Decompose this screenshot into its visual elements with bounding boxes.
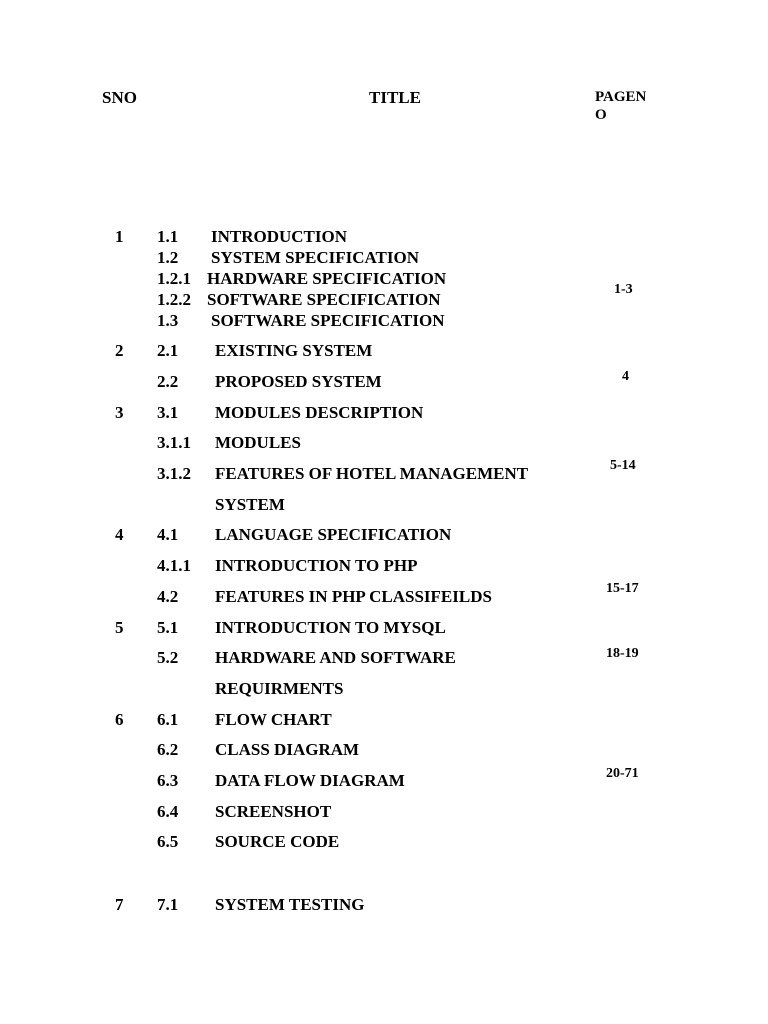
row-number: 6.2 — [157, 740, 179, 759]
row-title: FEATURES OF HOTEL MANAGEMENT — [215, 464, 529, 483]
row-title: FLOW CHART — [215, 710, 332, 729]
page-range: 4 — [622, 369, 629, 384]
row-sno: 5 — [115, 618, 124, 637]
row-title: SOFTWARE SPECIFICATION — [211, 311, 445, 330]
row-title-continued: REQUIRMENTS — [215, 679, 344, 698]
row-title: HARDWARE SPECIFICATION — [207, 269, 447, 288]
row-number: 1.3 — [157, 311, 179, 330]
row-number: 6.1 — [157, 710, 179, 729]
row-title: DATA FLOW DIAGRAM — [215, 771, 405, 790]
header-sno: SNO — [102, 88, 137, 107]
row-sno: 1 — [115, 227, 124, 246]
row-sno: 6 — [115, 710, 124, 729]
row-number: 1.2 — [157, 248, 179, 267]
row-title: EXISTING SYSTEM — [215, 341, 373, 360]
row-sno: 3 — [115, 403, 124, 422]
row-number: 1.1 — [157, 227, 179, 246]
row-title: SYSTEM TESTING — [215, 895, 365, 914]
row-title: INTRODUCTION TO PHP — [215, 556, 418, 575]
row-number: 2.1 — [157, 341, 179, 360]
row-title: LANGUAGE SPECIFICATION — [215, 525, 452, 544]
row-title: HARDWARE AND SOFTWARE — [215, 648, 456, 667]
row-title: CLASS DIAGRAM — [215, 740, 360, 759]
page-range: 15-17 — [606, 581, 639, 596]
row-title: INTRODUCTION TO MYSQL — [215, 618, 446, 637]
row-title: INTRODUCTION — [211, 227, 348, 246]
row-number: 1.2.2 — [157, 290, 191, 309]
page-range: 5-14 — [610, 458, 636, 473]
page-range: 20-71 — [606, 766, 639, 781]
row-number: 5.2 — [157, 648, 179, 667]
header-page-no: PAGENO — [595, 89, 647, 123]
row-title: PROPOSED SYSTEM — [215, 372, 382, 391]
row-number: 6.4 — [157, 802, 179, 821]
row-number: 1.2.1 — [157, 269, 191, 288]
page-range: 18-19 — [606, 646, 639, 661]
row-sno: 4 — [115, 525, 124, 544]
row-title: SYSTEM SPECIFICATION — [211, 248, 419, 267]
row-title: MODULES — [215, 433, 301, 452]
header-title: TITLE — [369, 88, 421, 107]
row-sno: 7 — [115, 895, 124, 914]
row-number: 6.3 — [157, 771, 179, 790]
row-number: 3.1.2 — [157, 464, 191, 483]
row-number: 4.2 — [157, 587, 179, 606]
row-title-continued: SYSTEM — [215, 495, 285, 514]
row-number: 4.1 — [157, 525, 179, 544]
row-title: MODULES DESCRIPTION — [215, 403, 424, 422]
row-title: FEATURES IN PHP CLASSIFEILDS — [215, 587, 492, 606]
page-range: 1-3 — [614, 282, 633, 297]
row-number: 3.1.1 — [157, 433, 191, 452]
row-title: SOURCE CODE — [215, 832, 340, 851]
row-number: 3.1 — [157, 403, 179, 422]
row-sno: 2 — [115, 341, 124, 360]
row-number: 4.1.1 — [157, 556, 191, 575]
row-title: SOFTWARE SPECIFICATION — [207, 290, 441, 309]
row-number: 2.2 — [157, 372, 179, 391]
row-number: 6.5 — [157, 832, 179, 851]
row-number: 7.1 — [157, 895, 179, 914]
row-title: SCREENSHOT — [215, 802, 332, 821]
row-number: 5.1 — [157, 618, 179, 637]
